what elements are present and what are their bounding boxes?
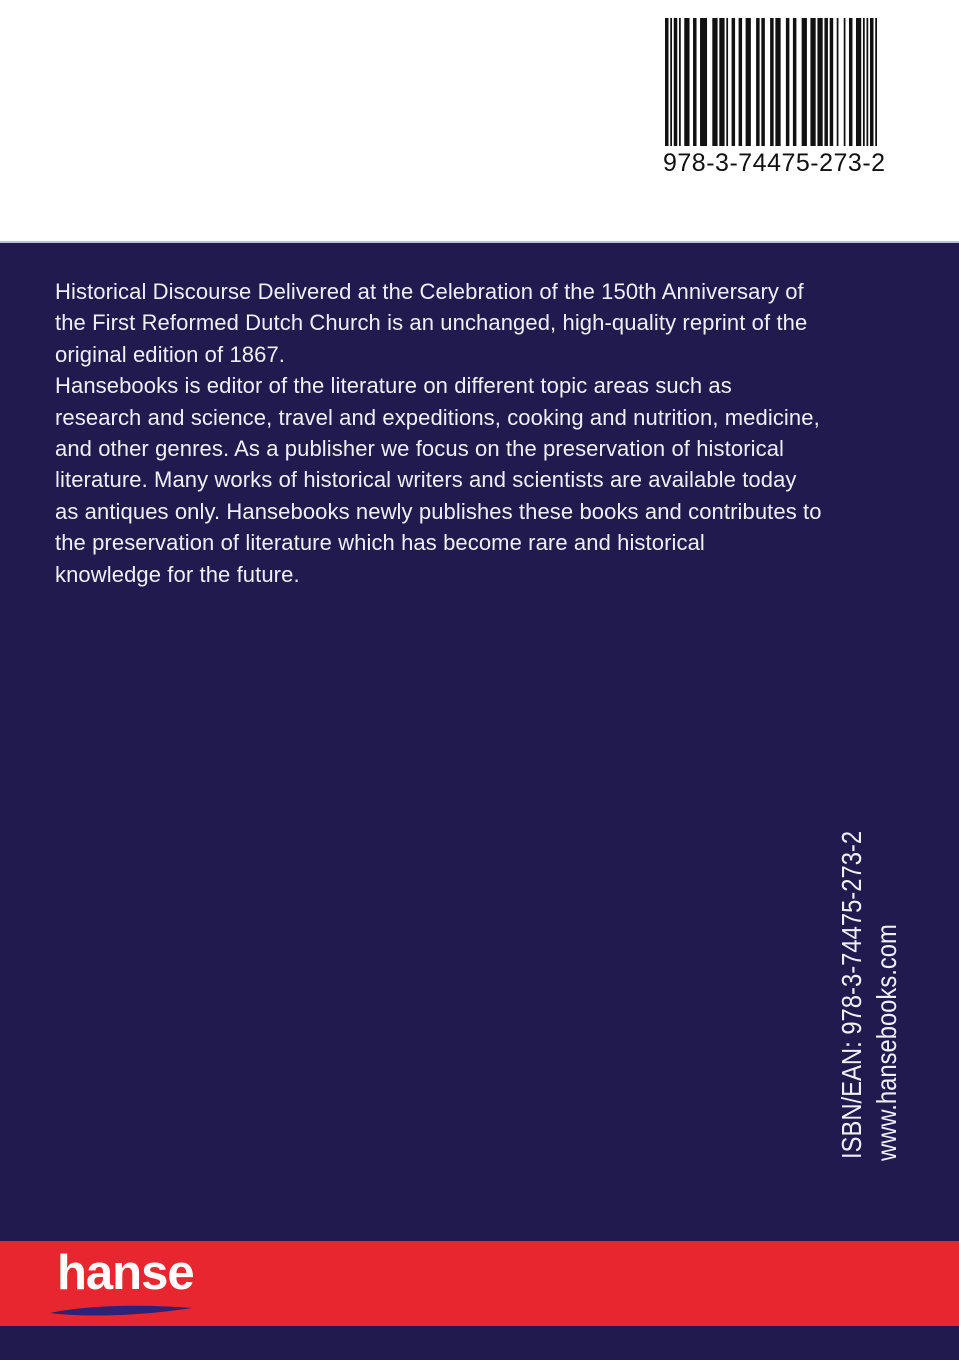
footer-band: [0, 1241, 959, 1326]
spine-isbn-ean: ISBN/EAN: 978-3-74475-273-2: [836, 830, 867, 1159]
hanse-logo-text: hanse: [57, 1246, 194, 1300]
text-line: literature. Many works of historical writers and scientists are available today: [55, 467, 797, 493]
text-line: knowledge for the future.: [55, 561, 300, 587]
text-line: research and science, travel and expeditions, cooking and nutrition, medicine,: [55, 404, 820, 430]
description-text: [55, 276, 907, 590]
text-line: Hansebooks is editor of the literature on different topic areas such as: [55, 373, 732, 399]
barcode-icon: [665, 18, 877, 146]
spine-website: www.hansebooks.com: [871, 924, 902, 1161]
text-line: the First Reformed Dutch Church is an unchanged, high-quality reprint of the: [55, 310, 808, 336]
text-line: Historical Discourse Delivered at the Celebration of the 150th Anniversary of: [55, 279, 804, 304]
barcode-block: [663, 18, 886, 178]
top-white-area: [0, 0, 959, 243]
text-line: as antiques only. Hansebooks newly publishes these books and contributes to: [55, 498, 822, 524]
text-line: and other genres. As a publisher we focus on the preservation of historical: [55, 436, 785, 462]
logo-swoosh-icon: [48, 1303, 196, 1319]
text-line: original edition of 1867.: [55, 341, 285, 367]
text-line: the preservation of literature which has become rare and historical: [55, 530, 705, 556]
hanse-logo: [57, 1245, 217, 1323]
barcode-number: 978-3-74475-273-2: [663, 149, 886, 177]
